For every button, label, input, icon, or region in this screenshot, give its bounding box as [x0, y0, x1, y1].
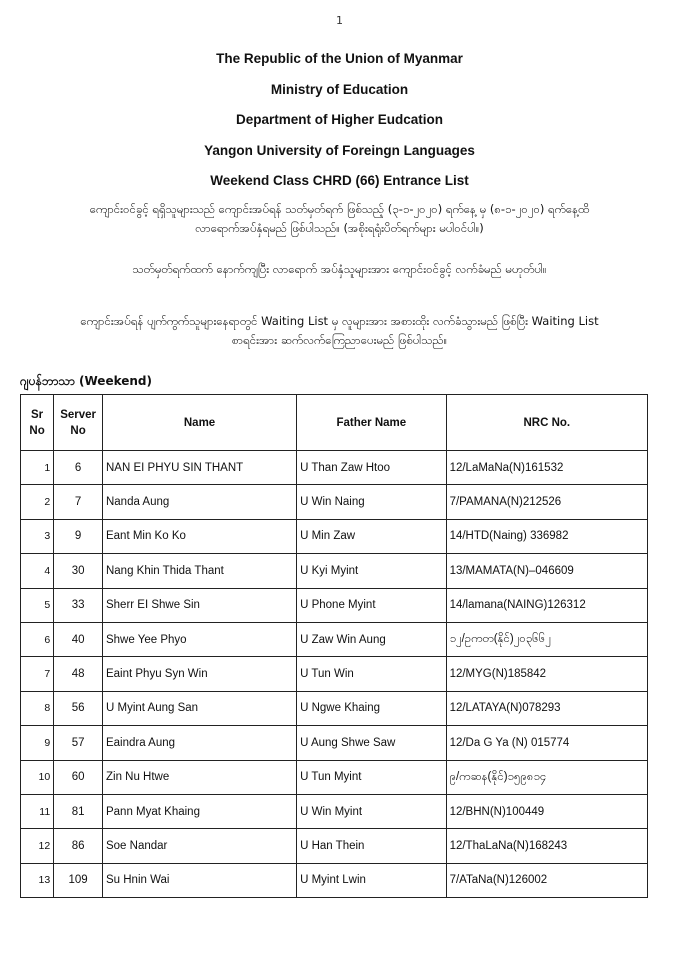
table-row: [21, 451, 648, 485]
cell-sr: 7: [21, 657, 54, 691]
header-name: Name: [102, 395, 296, 451]
cell-father-name: U Win Naing: [297, 485, 446, 519]
cell-nrc: 7/ATaNa(N)126002: [446, 863, 647, 897]
table-row: [21, 485, 648, 519]
table-row: [21, 760, 648, 794]
cell-father-name: U Ngwe Khaing: [297, 691, 446, 725]
cell-nrc: 12/BHN(N)100449: [446, 794, 647, 828]
cell-server-no: 60: [54, 760, 103, 794]
country-title: The Republic of the Union of Myanmar: [216, 51, 463, 66]
title-block: [0, 44, 679, 197]
cell-name: Zin Nu Htwe: [102, 760, 296, 794]
cell-nrc: 13/MAMATA(N)–046609: [446, 554, 647, 588]
header-server-no-line2: No: [70, 424, 86, 437]
ministry-title: Ministry of Education: [270, 81, 409, 97]
late-notice: [20, 260, 659, 279]
header-server-no-line1: Server: [60, 408, 96, 421]
cell-father-name: U Tun Win: [297, 657, 446, 691]
cell-father-name: U Han Thein: [297, 829, 446, 863]
table-row: [21, 691, 648, 725]
cell-server-no: 33: [54, 588, 103, 622]
cell-sr: 9: [21, 726, 54, 760]
entrance-list-table: [20, 394, 648, 898]
waiting-list-notice-line2: စာရင်းအား ဆက်လက်ကြေညာပေးမည် ဖြစ်ပါသည်။: [231, 333, 448, 347]
cell-nrc: 12/ThaLaNa(N)168243: [446, 829, 647, 863]
table-row: [21, 554, 648, 588]
cell-sr: 1: [21, 451, 54, 485]
cell-nrc: ၁၂/ဥကတ(နိုင်)၂၀၃၆၆၂: [446, 622, 647, 656]
table-row: [21, 863, 648, 897]
cell-sr: 12: [21, 829, 54, 863]
table-row: [21, 726, 648, 760]
cell-sr: 2: [21, 485, 54, 519]
header-father-name: Father Name: [297, 395, 446, 451]
cell-nrc: 14/HTD(Naing) 336982: [446, 519, 647, 553]
cell-nrc: 12/LaMaNa(N)161532: [446, 451, 647, 485]
cell-name: Nanda Aung: [102, 485, 296, 519]
header-server-no: [54, 395, 103, 451]
table-row: [21, 794, 648, 828]
enrollment-notice: [20, 200, 659, 238]
cell-father-name: U Phone Myint: [297, 588, 446, 622]
cell-father-name: U Than Zaw Htoo: [297, 451, 446, 485]
section-label: ဂျပန်ဘာသာ (Weekend): [20, 374, 152, 388]
table-row: [21, 657, 648, 691]
table-row: [21, 622, 648, 656]
cell-server-no: 9: [54, 519, 103, 553]
cell-sr: 8: [21, 691, 54, 725]
table-header-row: [21, 395, 648, 451]
cell-name: Eaint Phyu Syn Win: [102, 657, 296, 691]
cell-father-name: U Myint Lwin: [297, 863, 446, 897]
cell-name: Shwe Yee Phyo: [102, 622, 296, 656]
cell-sr: 3: [21, 519, 54, 553]
cell-server-no: 30: [54, 554, 103, 588]
cell-name: Eaindra Aung: [102, 726, 296, 760]
waiting-list-notice-line1: ကျောင်းအပ်ရန် ပျက်ကွက်သူများနေရာတွင် Waiting List မှ လူများအား အစားထိုး လက်ခံသွားမည် ဖြစ်ပြီး Waiting List: [80, 314, 599, 328]
cell-father-name: U Kyi Myint: [297, 554, 446, 588]
cell-sr: 5: [21, 588, 54, 622]
department-title: Department of Higher Eudcation: [235, 112, 443, 127]
cell-nrc: 14/lamana(NAING)126312: [446, 588, 647, 622]
cell-nrc: 12/Da G Ya (N) 015774: [446, 726, 647, 760]
cell-name: U Myint Aung San: [102, 691, 296, 725]
cell-server-no: 56: [54, 691, 103, 725]
cell-name: Su Hnin Wai: [102, 863, 296, 897]
cell-server-no: 109: [54, 863, 103, 897]
cell-name: Soe Nandar: [102, 829, 296, 863]
cell-father-name: U Win Myint: [297, 794, 446, 828]
waiting-list-notice: [20, 312, 659, 350]
cell-nrc: 12/LATAYA(N)078293: [446, 691, 647, 725]
cell-nrc: 12/MYG(N)185842: [446, 657, 647, 691]
page-number: 1: [336, 14, 343, 27]
cell-server-no: 6: [54, 451, 103, 485]
cell-name: Eant Min Ko Ko: [102, 519, 296, 553]
table-row: [21, 829, 648, 863]
list-title: Weekend Class CHRD (66) Entrance List: [210, 173, 469, 188]
cell-sr: 11: [21, 794, 54, 828]
enrollment-notice-line2: လာရောက်အပ်နှံရမည် ဖြစ်ပါသည်။ (အစိုးရရုံးပိတ်ရက်များ မပါဝင်ပါ။): [195, 221, 484, 235]
cell-father-name: U Zaw Win Aung: [297, 622, 446, 656]
table-row: [21, 519, 648, 553]
cell-father-name: U Tun Myint: [297, 760, 446, 794]
cell-sr: 4: [21, 554, 54, 588]
cell-father-name: U Aung Shwe Saw: [297, 726, 446, 760]
cell-server-no: 40: [54, 622, 103, 656]
cell-nrc: 7/PAMANA(N)212526: [446, 485, 647, 519]
cell-server-no: 7: [54, 485, 103, 519]
cell-server-no: 48: [54, 657, 103, 691]
cell-sr: 6: [21, 622, 54, 656]
cell-name: Pann Myat Khaing: [102, 794, 296, 828]
cell-server-no: 86: [54, 829, 103, 863]
university-title: Yangon University of Foreingn Languages: [204, 142, 475, 158]
cell-name: Nang Khin Thida Thant: [102, 554, 296, 588]
late-notice-line: သတ်မှတ်ရက်ထက် နောက်ကျပြီး လာရောက် အပ်နှံသူများအား ကျောင်းဝင်ခွင့် လက်ခံမည် မဟုတ်ပါ။: [132, 262, 547, 276]
header-sr-no: Sr No: [21, 395, 54, 451]
cell-sr: 13: [21, 863, 54, 897]
cell-sr: 10: [21, 760, 54, 794]
cell-father-name: U Min Zaw: [297, 519, 446, 553]
table-row: [21, 588, 648, 622]
enrollment-notice-line1: ကျောင်းဝင်ခွင့် ရရှိသူများသည် ကျောင်းအပ်ရန် သတ်မှတ်ရက် ဖြစ်သည့် (၃-၁-၂၀၂၀) ရက်နေ့ မှ (၈-၁-၂၀၂၀) ရက်နေ့ထိ: [89, 202, 590, 216]
cell-server-no: 57: [54, 726, 103, 760]
cell-nrc: ၉/ကဆန(နိုင်)၁၅၉၈၁၄: [446, 760, 647, 794]
header-nrc-no: NRC No.: [446, 395, 647, 451]
cell-server-no: 81: [54, 794, 103, 828]
cell-name: Sherr EI Shwe Sin: [102, 588, 296, 622]
cell-name: NAN EI PHYU SIN THANT: [102, 451, 296, 485]
